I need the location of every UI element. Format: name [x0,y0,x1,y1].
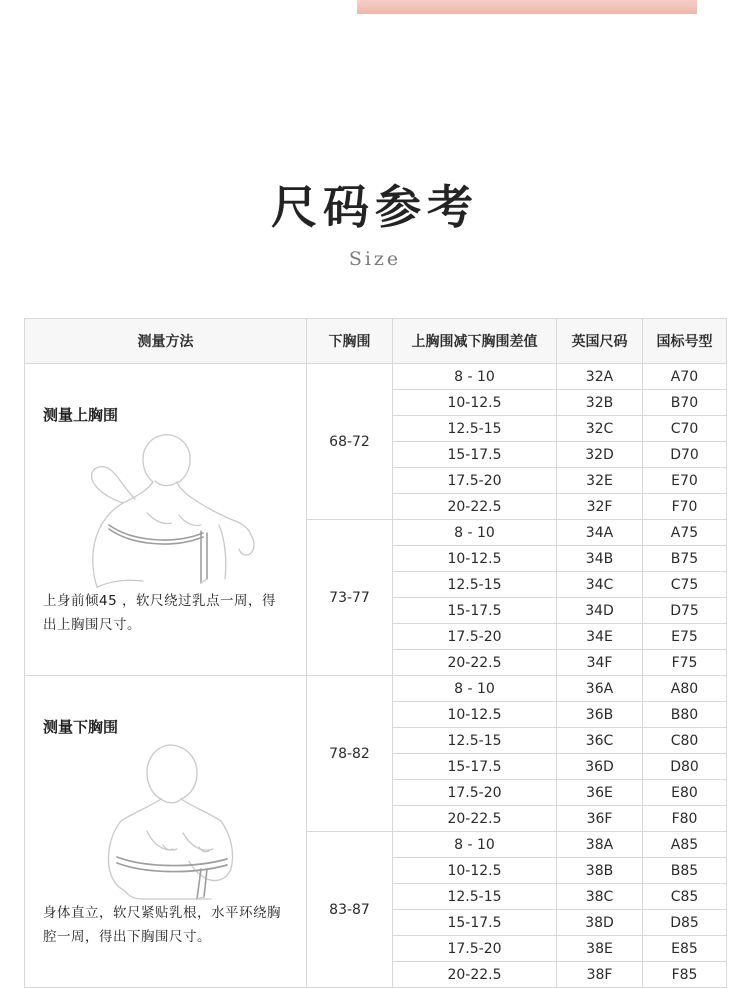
difference-value: 17.5-20 [393,468,557,494]
gb-size-value: F75 [643,650,727,676]
difference-value: 20-22.5 [393,494,557,520]
measure-method-upper-bust [25,364,307,676]
gb-size-value: A75 [643,520,727,546]
difference-value: 15-17.5 [393,598,557,624]
difference-value: 15-17.5 [393,910,557,936]
gb-size-value: C85 [643,884,727,910]
gb-size-value: C80 [643,728,727,754]
table-header-row [25,319,727,364]
gb-size-value: D70 [643,442,727,468]
uk-size-value: 36B [557,702,643,728]
uk-size-value: 32F [557,494,643,520]
sliver-right-margin [697,0,750,14]
under-bust-value: 83-87 [307,832,393,988]
difference-value: 12.5-15 [393,728,557,754]
difference-value: 12.5-15 [393,572,557,598]
difference-value: 8 - 10 [393,676,557,702]
uk-size-value: 34B [557,546,643,572]
gb-size-value: F70 [643,494,727,520]
size-table-body [25,364,727,988]
uk-size-value: 38B [557,858,643,884]
size-table [24,318,727,988]
difference-value: 10-12.5 [393,858,557,884]
gb-size-value: D75 [643,598,727,624]
gb-size-value: E70 [643,468,727,494]
uk-size-value: 32E [557,468,643,494]
difference-value: 17.5-20 [393,936,557,962]
size-table-head [25,319,727,364]
difference-value: 17.5-20 [393,624,557,650]
method-desc-under: 身体直立，软尺紧贴乳根，水平环绕胸腔一周，得出下胸围尺寸。 [43,905,281,945]
uk-size-value: 34D [557,598,643,624]
upper-bust-measure-illustration [43,429,288,589]
under-bust-value: 73-77 [307,520,393,676]
difference-value: 10-12.5 [393,702,557,728]
gb-size-value: A85 [643,832,727,858]
under-bust-value: 78-82 [307,676,393,832]
gb-size-value: A70 [643,364,727,390]
uk-size-value: 36E [557,780,643,806]
method-title-upper: 测量上胸围 [43,406,119,424]
uk-size-value: 38A [557,832,643,858]
measure-method-under-bust [25,676,307,988]
uk-size-value: 38E [557,936,643,962]
col-header-under-bust: 下胸围 [307,319,393,364]
uk-size-value: 36C [557,728,643,754]
sliver-photo-strip [357,0,697,14]
uk-size-value: 38F [557,962,643,988]
uk-size-value: 36A [557,676,643,702]
method-desc-upper: 上身前倾45 ，软尺绕过乳点一周，得出上胸围尺寸。 [43,593,276,633]
difference-value: 12.5-15 [393,884,557,910]
difference-value: 12.5-15 [393,416,557,442]
uk-size-value: 32A [557,364,643,390]
gb-size-value: D80 [643,754,727,780]
page-title: 尺码参考 [271,180,479,234]
difference-value: 15-17.5 [393,442,557,468]
under-bust-value: 68-72 [307,364,393,520]
difference-value: 15-17.5 [393,754,557,780]
gb-size-value: F80 [643,806,727,832]
uk-size-value: 34A [557,520,643,546]
uk-size-value: 36D [557,754,643,780]
gb-size-value: B80 [643,702,727,728]
sliver-left-margin [0,0,357,14]
top-image-sliver [0,0,750,14]
col-header-difference: 上胸围减下胸围差值 [393,319,557,364]
difference-value: 10-12.5 [393,546,557,572]
under-bust-measure-illustration [43,741,288,901]
gb-size-value: A80 [643,676,727,702]
gb-size-value: F85 [643,962,727,988]
uk-size-value: 38D [557,910,643,936]
uk-size-value: 32C [557,416,643,442]
uk-size-value: 34C [557,572,643,598]
uk-size-value: 38C [557,884,643,910]
col-header-gb-size: 国标号型 [643,319,727,364]
gb-size-value: B75 [643,546,727,572]
table-row [25,364,727,390]
gb-size-value: B85 [643,858,727,884]
gb-size-value: C75 [643,572,727,598]
uk-size-value: 32D [557,442,643,468]
method-title-under: 测量下胸围 [43,718,119,736]
uk-size-value: 34F [557,650,643,676]
table-row [25,676,727,702]
size-table-container [24,318,726,988]
gb-size-value: E80 [643,780,727,806]
difference-value: 20-22.5 [393,962,557,988]
uk-size-value: 32B [557,390,643,416]
col-header-uk-size: 英国尺码 [557,319,643,364]
uk-size-value: 34E [557,624,643,650]
gb-size-value: D85 [643,910,727,936]
gb-size-value: C70 [643,416,727,442]
gb-size-value: E85 [643,936,727,962]
col-header-method: 测量方法 [25,319,307,364]
uk-size-value: 36F [557,806,643,832]
difference-value: 20-22.5 [393,806,557,832]
difference-value: 8 - 10 [393,364,557,390]
page-title-block [0,180,750,270]
difference-value: 8 - 10 [393,520,557,546]
difference-value: 8 - 10 [393,832,557,858]
difference-value: 17.5-20 [393,780,557,806]
gb-size-value: E75 [643,624,727,650]
difference-value: 20-22.5 [393,650,557,676]
gb-size-value: B70 [643,390,727,416]
page-subtitle: Size [348,248,402,270]
difference-value: 10-12.5 [393,390,557,416]
